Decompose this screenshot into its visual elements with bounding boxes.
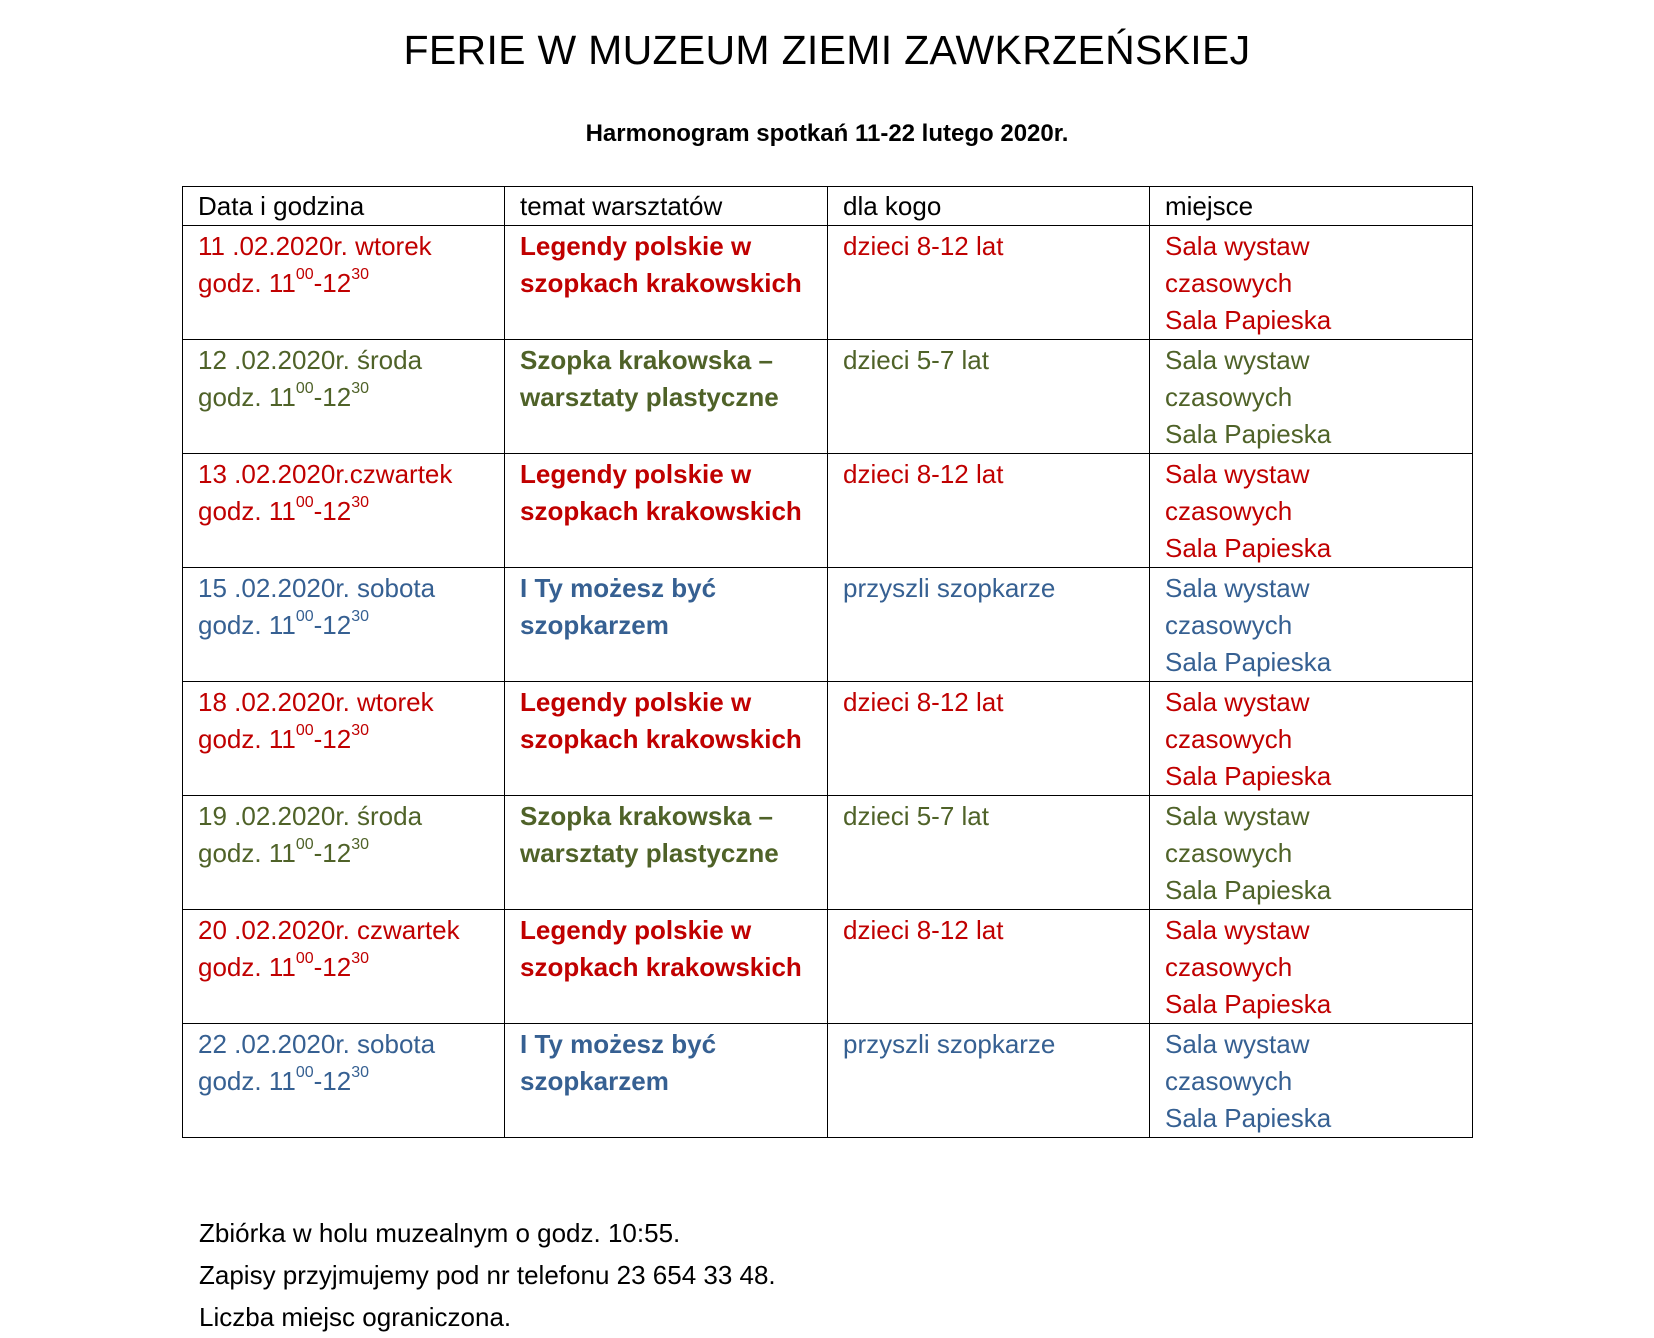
time-prefix: godz. 11 — [198, 1066, 296, 1096]
time-start-minutes: 00 — [295, 494, 314, 512]
cell-topic — [505, 910, 828, 1024]
cell-date-time — [183, 340, 505, 454]
time-end-minutes: 30 — [351, 608, 369, 626]
audience-text: dzieci 5-7 lat — [843, 801, 989, 831]
cell-topic — [505, 454, 828, 568]
place-line: Sala wystaw — [1165, 915, 1310, 945]
time-start-minutes: 00 — [295, 608, 314, 626]
table-row — [183, 340, 1473, 454]
date-text: 11 .02.2020r. wtorek — [198, 231, 432, 261]
table-row — [183, 454, 1473, 568]
place-line: Sala Papieska — [1165, 875, 1332, 905]
place-line: czasowych — [1165, 724, 1293, 754]
cell-date-time — [183, 454, 505, 568]
place-line: Sala wystaw — [1165, 231, 1310, 261]
topic-line: Legendy polskie w — [520, 915, 752, 945]
cell-audience — [828, 796, 1150, 910]
place-line: czasowych — [1165, 382, 1293, 412]
cell-topic — [505, 226, 828, 340]
cell-place — [1150, 1024, 1473, 1138]
topic-line: szopkach krakowskich — [520, 952, 802, 982]
time-text — [198, 607, 498, 644]
place-line: Sala wystaw — [1165, 573, 1310, 603]
time-prefix: godz. 11 — [198, 610, 296, 640]
topic-line: szopkach krakowskich — [520, 724, 802, 754]
footer-notes — [199, 1212, 776, 1338]
place-line: Sala Papieska — [1165, 989, 1332, 1019]
cell-place — [1150, 682, 1473, 796]
cell-place — [1150, 454, 1473, 568]
cell-place — [1150, 910, 1473, 1024]
header-date-time: Data i godzina — [183, 187, 505, 226]
place-line: Sala wystaw — [1165, 345, 1310, 375]
time-text — [198, 493, 498, 530]
cell-audience — [828, 340, 1150, 454]
footer-limited-places: Liczba miejsc ograniczona. — [199, 1302, 512, 1332]
time-prefix: godz. 11 — [198, 382, 296, 412]
table-row — [183, 568, 1473, 682]
topic-line: Legendy polskie w — [520, 687, 752, 717]
place-line: czasowych — [1165, 838, 1293, 868]
header-topic: temat warsztatów — [505, 187, 828, 226]
place-line: Sala Papieska — [1165, 533, 1332, 563]
topic-line: szopkarzem — [520, 1066, 669, 1096]
time-end-minutes: 30 — [351, 494, 369, 512]
topic-line: szopkarzem — [520, 610, 669, 640]
place-line: Sala Papieska — [1165, 761, 1332, 791]
date-text: 18 .02.2020r. wtorek — [198, 687, 434, 717]
place-line: czasowych — [1165, 1066, 1293, 1096]
schedule-table — [182, 186, 1473, 1138]
time-mid: -12 — [313, 382, 352, 412]
cell-audience — [828, 682, 1150, 796]
cell-date-time — [183, 1024, 505, 1138]
table-row — [183, 682, 1473, 796]
page-title: FERIE W MUZEUM ZIEMI ZAWKRZEŃSKIEJ — [403, 27, 1251, 73]
cell-date-time — [183, 910, 505, 1024]
date-text: 12 .02.2020r. środa — [198, 345, 423, 375]
audience-text: dzieci 8-12 lat — [843, 687, 1004, 717]
time-mid: -12 — [313, 1066, 352, 1096]
topic-line: I Ty możesz być — [520, 573, 717, 603]
footer-registration-phone: Zapisy przyjmujemy pod nr telefonu 23 654 33 48. — [199, 1260, 776, 1290]
table-header-row — [183, 187, 1473, 226]
header-audience: dla kogo — [828, 187, 1150, 226]
cell-audience — [828, 226, 1150, 340]
place-line: Sala Papieska — [1165, 305, 1332, 335]
date-text: 19 .02.2020r. środa — [198, 801, 423, 831]
cell-place — [1150, 340, 1473, 454]
cell-date-time — [183, 796, 505, 910]
date-text: 20 .02.2020r. czwartek — [198, 915, 460, 945]
place-line: Sala wystaw — [1165, 687, 1310, 717]
time-end-minutes: 30 — [351, 950, 369, 968]
date-text: 13 .02.2020r.czwartek — [198, 459, 453, 489]
place-line: Sala wystaw — [1165, 1029, 1310, 1059]
topic-line: Legendy polskie w — [520, 231, 752, 261]
time-mid: -12 — [313, 610, 352, 640]
time-mid: -12 — [313, 952, 352, 982]
topic-line: I Ty możesz być — [520, 1029, 717, 1059]
cell-topic — [505, 796, 828, 910]
place-line: Sala Papieska — [1165, 1103, 1332, 1133]
cell-topic — [505, 340, 828, 454]
place-line: czasowych — [1165, 952, 1293, 982]
cell-date-time — [183, 682, 505, 796]
audience-text: dzieci 5-7 lat — [843, 345, 989, 375]
audience-text: dzieci 8-12 lat — [843, 459, 1004, 489]
audience-text: dzieci 8-12 lat — [843, 231, 1004, 261]
topic-line: warsztaty plastyczne — [520, 838, 779, 868]
time-prefix: godz. 11 — [198, 838, 296, 868]
table-row — [183, 226, 1473, 340]
time-mid: -12 — [313, 496, 352, 526]
table-row — [183, 910, 1473, 1024]
place-line: Sala wystaw — [1165, 801, 1310, 831]
time-text — [198, 1063, 498, 1100]
cell-topic — [505, 682, 828, 796]
time-start-minutes: 00 — [295, 1064, 314, 1082]
cell-audience — [828, 910, 1150, 1024]
time-text — [198, 265, 498, 302]
time-prefix: godz. 11 — [198, 952, 296, 982]
topic-line: Legendy polskie w — [520, 459, 752, 489]
cell-place — [1150, 226, 1473, 340]
time-end-minutes: 30 — [351, 1064, 369, 1082]
time-end-minutes: 30 — [351, 836, 369, 854]
footer-meeting-point: Zbiórka w holu muzealnym o godz. 10:55. — [199, 1218, 681, 1248]
time-start-minutes: 00 — [295, 266, 314, 284]
topic-line: szopkach krakowskich — [520, 268, 802, 298]
cell-audience — [828, 454, 1150, 568]
topic-line: Szopka krakowska – — [520, 801, 773, 831]
place-line: Sala Papieska — [1165, 419, 1332, 449]
date-text: 15 .02.2020r. sobota — [198, 573, 436, 603]
cell-place — [1150, 796, 1473, 910]
time-text — [198, 379, 498, 416]
topic-line: szopkach krakowskich — [520, 496, 802, 526]
table-row — [183, 1024, 1473, 1138]
page-subtitle: Harmonogram spotkań 11-22 lutego 2020r. — [585, 120, 1069, 147]
cell-audience — [828, 1024, 1150, 1138]
date-text: 22 .02.2020r. sobota — [198, 1029, 436, 1059]
time-text — [198, 835, 498, 872]
topic-line: warsztaty plastyczne — [520, 382, 779, 412]
time-end-minutes: 30 — [351, 722, 369, 740]
place-line: czasowych — [1165, 496, 1293, 526]
audience-text: przyszli szopkarze — [843, 573, 1056, 603]
place-line: czasowych — [1165, 610, 1293, 640]
time-mid: -12 — [313, 838, 352, 868]
time-mid: -12 — [313, 268, 352, 298]
time-prefix: godz. 11 — [198, 724, 296, 754]
time-start-minutes: 00 — [295, 380, 314, 398]
time-end-minutes: 30 — [351, 266, 369, 284]
cell-topic — [505, 568, 828, 682]
cell-date-time — [183, 226, 505, 340]
topic-line: Szopka krakowska – — [520, 345, 773, 375]
cell-place — [1150, 568, 1473, 682]
cell-audience — [828, 568, 1150, 682]
time-start-minutes: 00 — [295, 836, 314, 854]
time-mid: -12 — [313, 724, 352, 754]
time-start-minutes: 00 — [295, 722, 314, 740]
audience-text: dzieci 8-12 lat — [843, 915, 1004, 945]
table-row — [183, 796, 1473, 910]
cell-date-time — [183, 568, 505, 682]
time-text — [198, 721, 498, 758]
time-prefix: godz. 11 — [198, 496, 296, 526]
place-line: Sala Papieska — [1165, 647, 1332, 677]
time-text — [198, 949, 498, 986]
place-line: czasowych — [1165, 268, 1293, 298]
header-place: miejsce — [1150, 187, 1473, 226]
time-end-minutes: 30 — [351, 380, 369, 398]
time-start-minutes: 00 — [295, 950, 314, 968]
audience-text: przyszli szopkarze — [843, 1029, 1056, 1059]
place-line: Sala wystaw — [1165, 459, 1310, 489]
time-prefix: godz. 11 — [198, 268, 296, 298]
cell-topic — [505, 1024, 828, 1138]
